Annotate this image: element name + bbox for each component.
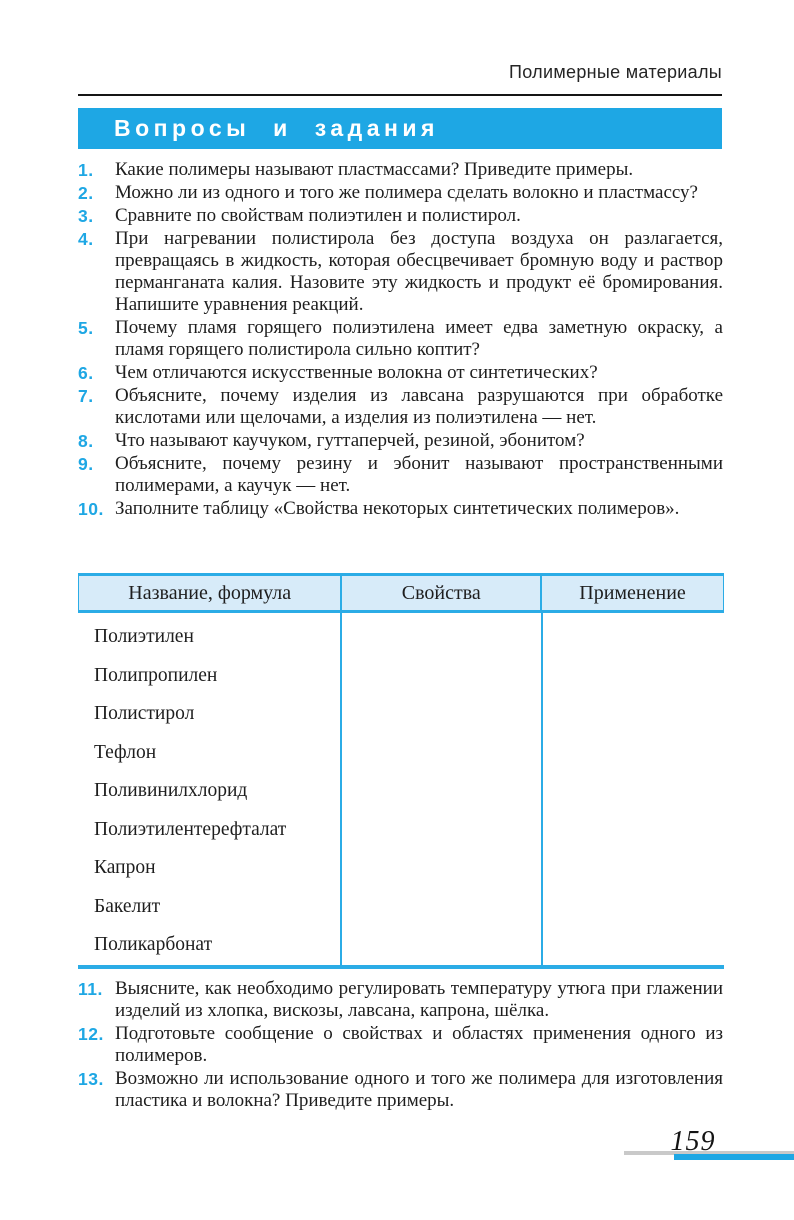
- question-text: При нагревании полистирола без доступа воздуха он разлагается, превращаясь в жидкость, которая обесцвечивает бромную воду и раствор перманганата калия. Назовите эту жидкость и продукт её бромирования. Напишите уравнения реакций.: [115, 228, 723, 315]
- question-number: 5.: [78, 318, 94, 338]
- section-title: Вопросы и задания: [114, 115, 439, 141]
- table-row: Полипропилен: [94, 664, 218, 686]
- question-number: 11.: [78, 979, 103, 999]
- polymers-table: [78, 573, 724, 969]
- table-row: Полиэтилентерефталат: [94, 818, 287, 840]
- question-number: 13.: [78, 1069, 104, 1089]
- running-head: Полимерные материалы: [509, 62, 722, 82]
- question-item-8: [78, 430, 723, 452]
- question-text: Какие полимеры называют пластмассами? Приведите примеры.: [115, 159, 634, 180]
- table-row: Полистирол: [94, 703, 195, 725]
- question-item-13: [78, 1068, 723, 1112]
- questions-list-top: [78, 159, 723, 521]
- question-number: 2.: [78, 183, 94, 203]
- question-item-1: [78, 159, 723, 181]
- question-text: Объясните, почему изделия из лавсана разрушаются при обработке кислотами или щелочами, а изделия из полиэтилена — нет.: [115, 385, 723, 428]
- table-row: Капрон: [94, 857, 156, 879]
- table-column-names: [78, 613, 340, 965]
- question-text: Почему пламя горящего полиэтилена имеет едва заметную окраску, а пламя горящего полистирола сильно коптит?: [115, 317, 723, 360]
- page-number: 159: [670, 1126, 716, 1157]
- question-text: Объясните, почему резину и эбонит называют пространственными полимерами, а каучук — нет.: [115, 453, 723, 496]
- question-text: Возможно ли использование одного и того же полимера для изготовления пластика и волокна? Приведите примеры.: [115, 1068, 723, 1111]
- question-number: 6.: [78, 363, 94, 383]
- questions-list-bottom: [78, 978, 723, 1113]
- question-item-3: [78, 205, 723, 227]
- table-row: Бакелит: [94, 895, 161, 917]
- question-item-2: [78, 182, 723, 204]
- table-header-row: [78, 576, 724, 613]
- question-item-7: [78, 385, 723, 429]
- question-text: Сравните по свойствам полиэтилен и полистирол.: [115, 205, 521, 226]
- question-number: 1.: [78, 160, 94, 180]
- question-text: Подготовьте сообщение о свойствах и областях применения одного из полимеров.: [115, 1023, 723, 1066]
- question-text: Что называют каучуком, гуттаперчей, резиной, эбонитом?: [115, 430, 585, 451]
- table-header-properties: Свойства: [340, 576, 540, 610]
- header-rule: [78, 94, 722, 96]
- question-item-5: [78, 317, 723, 361]
- question-text: Выясните, как необходимо регулировать температуру утюга при глажении изделий из хлопка, вискозы, лавсана, капрона, шёлка.: [115, 978, 723, 1021]
- table-header-application: Применение: [540, 576, 723, 610]
- question-number: 3.: [78, 206, 94, 226]
- question-item-4: [78, 228, 723, 316]
- table-header-name-formula: Название, формула: [128, 582, 292, 604]
- question-item-6: [78, 362, 723, 384]
- question-item-11: [78, 978, 723, 1022]
- table-column-properties-empty: [340, 613, 540, 965]
- question-item-9: [78, 453, 723, 497]
- table-body: [78, 613, 724, 965]
- question-number: 10.: [78, 499, 104, 519]
- question-text: Чем отличаются искусственные волокна от синтетических?: [115, 362, 598, 383]
- question-text: Можно ли из одного и того же полимера сделать волокно и пластмассу?: [115, 182, 698, 203]
- question-number: 8.: [78, 431, 94, 451]
- question-number: 12.: [78, 1024, 104, 1044]
- table-row: Полиэтилен: [94, 626, 194, 648]
- question-number: 9.: [78, 454, 94, 474]
- table-row: Поливинилхлорид: [94, 780, 248, 802]
- question-number: 4.: [78, 229, 94, 249]
- table-row: Тефлон: [94, 741, 157, 763]
- question-item-10: [78, 498, 723, 520]
- section-banner: [78, 108, 722, 149]
- table-row: Поликарбонат: [94, 934, 213, 956]
- question-text: Заполните таблицу «Свойства некоторых синтетических полимеров».: [115, 498, 680, 519]
- table-column-application-empty: [541, 613, 724, 965]
- question-number: 7.: [78, 386, 94, 406]
- question-item-12: [78, 1023, 723, 1067]
